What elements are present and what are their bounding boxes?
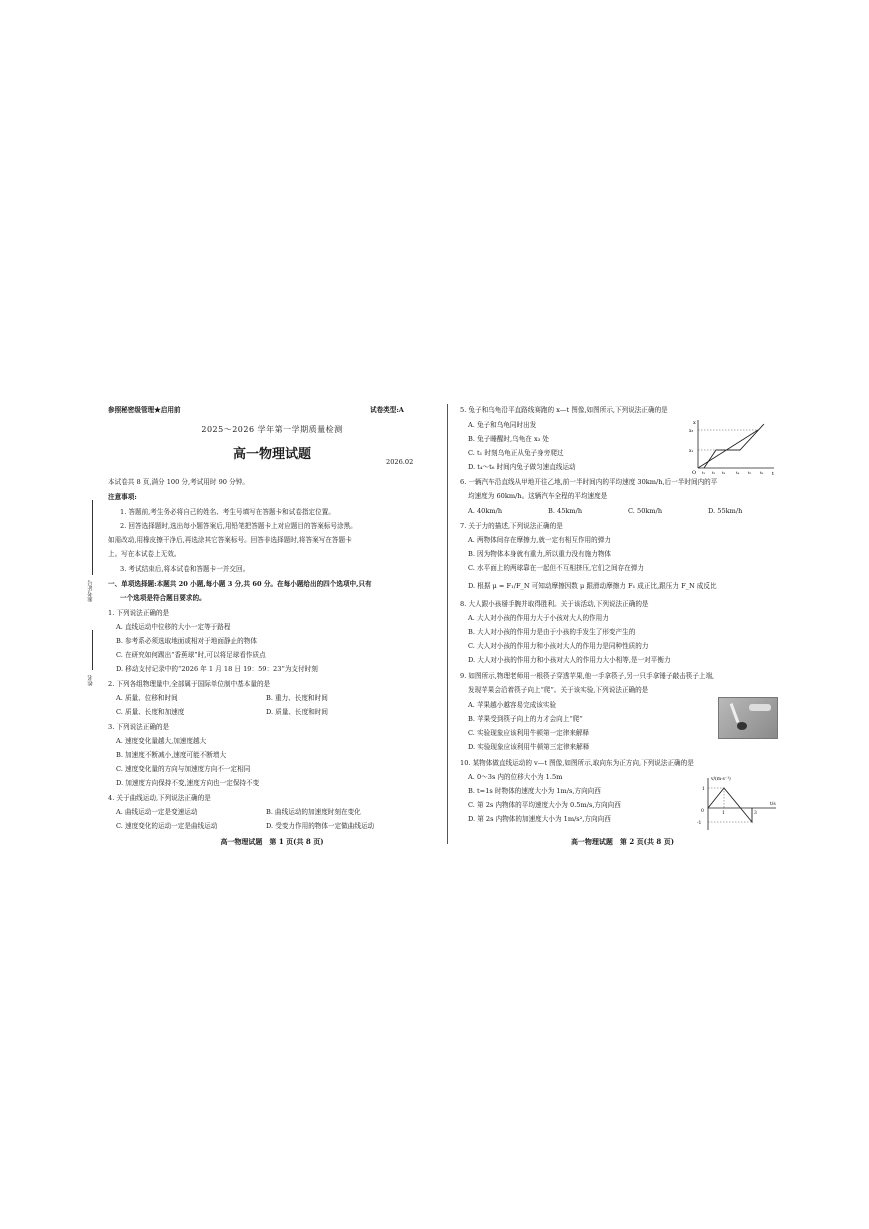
exam-sheet xyxy=(88,400,783,852)
exam-page-1 xyxy=(88,400,436,852)
question-5: 5. 兔子和乌龟沿平直路线赛跑的 x—t 图像,如图所示,下列说法正确的是 xyxy=(460,406,668,414)
option: D. 质量、长度和时间 xyxy=(266,708,328,716)
notice-item: 2. 回答选择题时,选出每小题答案后,用铅笔把答题卡上对应题目的答案标号涂黑。 xyxy=(120,522,357,530)
option: B. 参考系必须选取地面或相对于地面静止的物体 xyxy=(116,637,257,645)
paper-type: 试卷类型:A xyxy=(370,406,404,414)
tick-t3: 3 xyxy=(754,811,757,816)
notice-item: 3. 考试结束后,将本试卷和答题卡一并交回。 xyxy=(120,565,250,573)
option: D. 受变力作用的物体一定做曲线运动 xyxy=(266,822,375,830)
axis-label-x: x xyxy=(693,420,696,426)
binding-label-id: 准考证号 xyxy=(88,580,94,602)
question-3: 3. 下列说法正确的是 xyxy=(108,723,170,731)
binding-margin xyxy=(88,500,98,750)
tick-t1: t₁ xyxy=(702,470,706,475)
option: A. 苹果越小越容易完成该实验 xyxy=(468,701,557,709)
option: D. t₄～t₆ 时间内兔子做匀速直线运动 xyxy=(468,463,576,471)
section-heading: 一、单项选择题:本题共 20 小题,每小题 3 分,共 60 分。在每小题给出的四个选项中,只有 xyxy=(108,580,372,588)
option: B. 大人对小孩的作用力是由于小孩的手发生了形变产生的 xyxy=(468,628,636,636)
option: B. 45km/h xyxy=(548,507,583,515)
tick-v1: 1 xyxy=(702,787,705,792)
v-t-graph xyxy=(696,774,782,834)
question-6: 6. 一辆汽车沿直线从甲地开往乙地,前一半时间内的平均速度 30km/h,后一半时间内的平 xyxy=(460,478,718,486)
tick-v-neg1: -1 xyxy=(697,821,702,826)
binding-label-name: 姓名 xyxy=(88,675,94,686)
option: C. 第 2s 内物体的平均速度大小为 0.5m/s,方向向西 xyxy=(468,801,621,809)
axis-label-t: t/s xyxy=(770,802,776,807)
option: D. 第 2s 内物体的加速度大小为 1m/s²,方向向西 xyxy=(468,815,611,823)
option: B. 加速度不断减小,速度可能不断增大 xyxy=(116,751,227,759)
tick-t3: t₃ xyxy=(722,470,726,475)
question-8: 8. 大人跟小孩掰手腕并取得胜利。关于该活动,下列说法正确的是 xyxy=(460,600,649,608)
tick-t1: 1 xyxy=(722,811,725,816)
option: D. 根据 μ = F₁/F_N 可知动摩擦因数 μ 跟滑动摩擦力 F₁ 成正比,跟压力 F_N 成反比 xyxy=(468,582,717,590)
page-divider xyxy=(447,404,448,844)
option: B. 苹果受到筷子向上的力才会向上“爬” xyxy=(468,715,583,723)
option: D. 移动支付记录中的“2026 年 1 月 18 日 19：59：23”为支付时刻 xyxy=(116,665,318,673)
question-10: 10. 某物体做直线运动的 v—t 图像,如图所示,取向东为正方向,下列说法正确的是 xyxy=(460,759,694,767)
option: D. 大人对小孩的作用力和小孩对大人的作用力大小相等,是一对平衡力 xyxy=(468,656,671,664)
tick-t5: t₅ xyxy=(748,470,752,475)
origin-label: O xyxy=(692,470,697,476)
x-t-graph xyxy=(688,418,778,476)
binding-line xyxy=(92,500,93,575)
option: A. 兔子和乌龟同时出发 xyxy=(468,421,537,429)
exam-page-2 xyxy=(460,400,785,852)
option: A. 质量、位移和时间 xyxy=(116,694,178,702)
notice-item: 如需改动,用橡皮擦干净后,再选涂其它答案标号。回答非选择题时,将答案写在答题卡 xyxy=(108,536,352,544)
section-heading-cont: 一个选项是符合题目要求的。 xyxy=(120,594,206,602)
question-7: 7. 关于力的描述,下列说法正确的是 xyxy=(460,522,563,530)
option: C. 水平面上的两球靠在一起但不互相挤压,它们之间存在弹力 xyxy=(468,564,644,572)
binding-line xyxy=(92,630,93,670)
option: A. 直线运动中位移的大小一定等于路程 xyxy=(116,623,231,631)
tick-t2: t₂ xyxy=(712,470,716,475)
axis-label-t: t xyxy=(772,471,775,476)
option: B. t=1s 时物体的速度大小为 1m/s,方向向西 xyxy=(468,787,601,795)
apple-chopstick-photo xyxy=(718,697,778,739)
option: B. 兔子睡醒时,乌龟在 x₃ 处 xyxy=(468,435,550,443)
intro-text: 本试卷共 8 页,满分 100 分,考试用时 90 分钟。 xyxy=(108,478,249,486)
question-9: 9. 如图所示,物理老师用一根筷子穿透苹果,他一手拿筷子,另一只手拿锤子敲击筷子上端, xyxy=(460,672,715,680)
option: D. 实验现象应该利用牛顿第三定律来解释 xyxy=(468,743,590,751)
option: C. 50km/h xyxy=(628,507,663,515)
option: C. 在研究如何踢出“香蕉球”时,可以将足球看作质点 xyxy=(116,651,266,659)
tick-t6: t₆ xyxy=(760,470,764,475)
option: A. 速度变化量越大,加速度越大 xyxy=(116,737,207,745)
question-4: 4. 关于曲线运动,下列说法正确的是 xyxy=(108,794,211,802)
question-1: 1. 下列说法正确的是 xyxy=(108,609,170,617)
question-2: 2. 下列各组物理量中,全部属于国际单位制中基本量的是 xyxy=(108,680,271,688)
axis-label-v: v/(m·s⁻¹) xyxy=(711,777,731,782)
origin-label: 0 xyxy=(701,809,704,814)
option: C. 实验现象应该利用牛顿第一定律来解释 xyxy=(468,729,590,737)
page-footer: 高一物理试题 第 1 页(共 8 页) xyxy=(220,837,324,846)
option: C. 质量、长度和加速度 xyxy=(116,708,185,716)
option: C. 速度变化量的方向与加速度方向不一定相同 xyxy=(116,765,251,773)
page-footer: 高一物理试题 第 2 页(共 8 页) xyxy=(570,837,675,846)
option: C. 大人对小孩的作用力和小孩对大人的作用力是同种性质的力 xyxy=(468,642,649,650)
question-9-cont: 发现苹果会沿着筷子向上“爬”。关于该实验,下列说法正确的是 xyxy=(468,686,649,694)
option: A. 40km/h xyxy=(468,507,503,515)
notice-item: 1. 答题前,考生务必将自己的姓名、考生号填写在答题卡和试卷指定位置。 xyxy=(120,508,335,516)
option: B. 曲线运动的加速度时刻在变化 xyxy=(266,808,361,816)
notice-title: 注意事项: xyxy=(108,493,137,501)
option: D. 55km/h xyxy=(708,507,743,515)
confidential-header: 参照秘密级管理★启用前 xyxy=(108,406,181,414)
option: A. 曲线运动一定是变速运动 xyxy=(116,808,198,816)
notice-item: 上。写在本试卷上无效。 xyxy=(108,550,181,558)
option: C. 速度变化的运动一定是曲线运动 xyxy=(116,822,218,830)
question-6-cont: 均速度为 60km/h。这辆汽车全程的平均速度是 xyxy=(468,492,608,500)
tick-x3: x₃ xyxy=(689,429,694,434)
option: B. 因为物体本身就有重力,所以重力没有施力物体 xyxy=(468,550,612,558)
exam-subtitle: 2025～2026 学年第一学期质量检测 xyxy=(201,425,343,434)
tick-x1: x₁ xyxy=(689,449,694,454)
option: B. 重力、长度和时间 xyxy=(266,694,328,702)
option: D. 加速度方向保持不变,速度方向也一定保持不变 xyxy=(116,779,260,787)
exam-date: 2026.02 xyxy=(386,458,414,466)
option: C. t₁ 时刻乌龟正从兔子身旁爬过 xyxy=(468,449,564,457)
exam-title: 高一物理试题 xyxy=(232,447,311,462)
tick-t4: t₄ xyxy=(736,470,740,475)
option: A. 两物体间存在摩擦力,就一定有相互作用的弹力 xyxy=(468,536,611,544)
option: A. 0～3s 内的位移大小为 1.5m xyxy=(468,773,563,781)
option: A. 大人对小孩的作用力大于小孩对大人的作用力 xyxy=(468,614,609,622)
